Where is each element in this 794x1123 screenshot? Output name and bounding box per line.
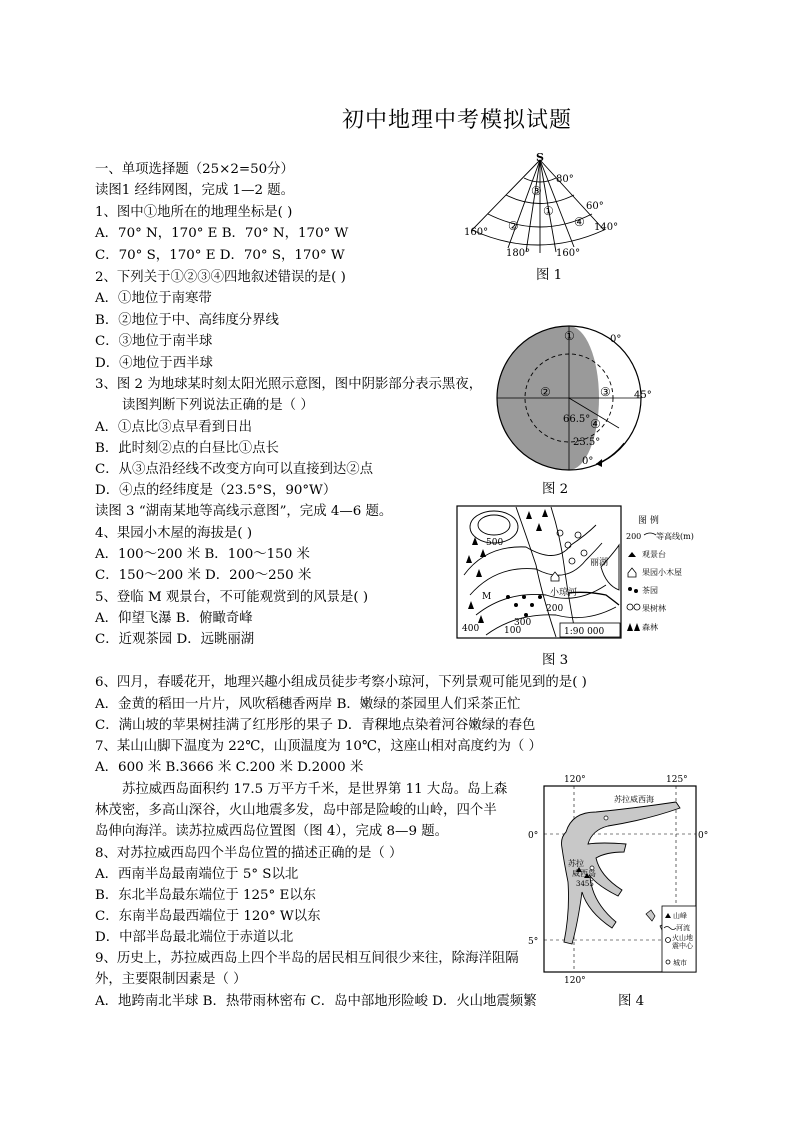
fig1-label: 160° (464, 227, 489, 238)
q8-option-d: D．中部半岛最北端位于赤道以北 (95, 930, 294, 945)
reading-passage: 苏拉威西岛面积约 17.5 万平方千米，是世界第 11 大岛。岛上森 (122, 782, 508, 797)
fig2-label: 0° (582, 456, 594, 467)
fig3-lake-label: 丽湖 (590, 558, 609, 568)
fig2-label: 0° (610, 334, 622, 345)
fig3-legend-item: 森林 (642, 623, 658, 632)
q5-options-cd: C．近观茶园 D．远眺丽湖 (95, 632, 255, 647)
fig3-legend-item: 果树林 (642, 604, 666, 613)
instruction: 读图 3 “湖南某地等高线示意图”，完成 4—6 题。 (95, 504, 393, 519)
q3-option-c: C．从③点沿经线不改变方向可以直接到达②点 (95, 462, 374, 477)
q7-options: A．600 米 B.3666 米 C.200 米 D.2000 米 (95, 760, 364, 775)
q6-options-ab: A．金黄的稻田一片片，风吹稻穗香两岸 B．嫩绿的茶园里人们采茶正忙 (95, 697, 521, 712)
question-9: 9、历史上，苏拉威西岛上四个半岛的居民相互间很少来往，除海洋阻隔 (95, 951, 519, 966)
fig1-point-3: ③ (531, 184, 542, 198)
q4-options-cd: C．150～200 米 D．200～250 米 (95, 568, 312, 583)
fig4-legend (662, 906, 696, 972)
fig2-label: 45° (634, 390, 652, 401)
fig3-legend-contour-value: 200 (626, 532, 642, 541)
fig1-label: 140° (594, 222, 619, 233)
question-8: 8、对苏拉威西岛四个半岛位置的描述正确的是（ ） (95, 846, 403, 861)
fig3-scale: 1:90 000 (564, 627, 605, 637)
question-6: 6、四月，春暖花开，地理兴趣小组成员徒步考察小琼河，下列景观可能见到的是( ) (95, 675, 587, 690)
fig3-lookout-label: M (482, 592, 492, 602)
question-9-cont: 外，主要限制因素是（ ） (95, 972, 247, 987)
fig1-label: 180° (506, 248, 531, 259)
fig3-label: 400 (462, 624, 480, 634)
question-1: 1、图中①地所在的地理坐标是( ) (95, 205, 293, 220)
fig2-label: 66.5° (563, 414, 591, 425)
fig4-island-label: 苏拉 (568, 859, 584, 868)
fig4-tick: 120° (564, 775, 586, 785)
fig2-point-3: ③ (600, 385, 611, 399)
figure-4-caption: 图 4 (618, 994, 645, 1009)
q4-options-ab: A．100～200 米 B．100～150 米 (95, 547, 310, 562)
figure-3-contour-map (456, 505, 694, 651)
q2-option-c: C．③地位于南半球 (95, 334, 213, 349)
fig1-label: S (536, 151, 544, 164)
fig1-label: 160° (556, 248, 581, 259)
fig1-point-2: ② (508, 219, 519, 233)
q3-option-a: A．①点比③点早看到日出 (95, 420, 252, 435)
fig3-legend-item: 等高线(m) (656, 532, 694, 541)
q8-option-b: B．东北半岛最东端位于 125° E以东 (95, 888, 317, 903)
fig4-legend-item: 山峰 (673, 912, 687, 920)
page-title: 初中地理中考模拟试题 (342, 108, 573, 133)
fig2-point-1: ① (564, 329, 575, 343)
fig4-island-label: 威西岛 (572, 869, 596, 878)
fig3-label: 200 (546, 604, 564, 614)
fig4-legend-item: 河流 (676, 924, 690, 932)
fig3-legend-item: 果园小木屋 (642, 568, 682, 577)
fig3-label: 100 (504, 626, 522, 636)
question-4: 4、果园小木屋的海拔是( ) (95, 526, 253, 541)
question-7: 7、某山山脚下温度为 22℃，山顶温度为 10℃，这座山相对高度约为（ ） (95, 739, 542, 754)
fig4-tick: 0° (698, 831, 709, 841)
q3-option-b: B．此时刻②点的白昼比①点长 (95, 441, 279, 456)
fig3-label: 500 (486, 538, 504, 548)
fig1-label: 60° (586, 201, 604, 212)
fig4-peak-height: 3455 (576, 880, 594, 888)
section-heading: 一、单项选择题（25×2=50分） (95, 162, 294, 177)
fig4-legend-item: 火山地震中心 (672, 934, 693, 950)
fig3-legend-item: 茶园 (642, 586, 658, 595)
instruction: 读图1 经纬网图，完成 1—2 题。 (95, 183, 295, 198)
question-3-cont: 读图判断下列说法正确的是（ ） (122, 398, 314, 413)
q1-options-ab: A．70° N，170° E B．70° N，170° W (95, 226, 349, 241)
fig2-point-2: ② (540, 385, 551, 399)
fig4-legend-item: 城市 (673, 959, 687, 967)
q2-option-b: B．②地位于中、高纬度分界线 (95, 313, 279, 328)
question-2: 2、下列关于①②③④四地叙述错误的是( ) (95, 270, 346, 285)
fig1-label: 80° (556, 174, 574, 185)
q3-option-d: D．④点的经纬度是（23.5°S，90°W） (95, 483, 337, 498)
question-3: 3、图 2 为地球某时刻太阳光照示意图，图中阴影部分表示黑夜， (95, 377, 483, 392)
fig3-legend-title: 图 例 (638, 516, 659, 526)
fig3-legend-item: 观景台 (642, 550, 666, 559)
fig1-point-4: ④ (574, 215, 585, 229)
q9-options: A．地跨南北半球 B．热带雨林密布 C．岛中部地形险峻 D．火山地震频繁 (95, 994, 537, 1009)
q2-option-d: D．④地位于西半球 (95, 356, 213, 371)
fig3-label: 300 (514, 618, 532, 628)
figure-2-caption: 图 2 (542, 482, 569, 497)
figure-1-caption: 图 1 (536, 268, 563, 283)
fig2-label: 23.5° (573, 437, 601, 448)
fig2-point-4: ④ (590, 417, 601, 431)
fig4-tick: 5° (528, 937, 539, 947)
fig1-point-1: ① (543, 204, 554, 218)
fig3-river-label: 小琼河 (550, 588, 578, 598)
q8-option-c: C．东南半岛最西端位于 120° W以东 (95, 909, 321, 924)
q5-options-ab: A．仰望飞瀑 B．俯瞰奇峰 (95, 611, 253, 626)
figure-1-graticule (458, 152, 618, 262)
reading-passage: 林茂密，多高山深谷，火山地震多发，岛中部是险峻的山岭，四个半 (95, 803, 497, 818)
fig3-legend (626, 514, 694, 632)
figure-4-sulawesi-map (526, 772, 716, 986)
figure-2-globe (484, 318, 664, 476)
q1-options-cd: C．70° S，170° E D．70° S，170° W (95, 248, 345, 263)
reading-passage: 岛伸向海洋。读苏拉威西岛位置图（图 4），完成 8—9 题。 (95, 824, 449, 839)
fig4-tick: 120° (564, 976, 586, 986)
figure-3-caption: 图 3 (542, 653, 569, 668)
fig4-tick: 125° (666, 775, 688, 785)
q6-options-cd: C．满山坡的苹果树挂满了红彤彤的果子 D．青稞地点染着河谷嫩绿的春色 (95, 718, 536, 733)
question-5: 5、登临 M 观景台，不可能观赏到的风景是( ) (95, 590, 369, 605)
fig4-sea-label: 苏拉威西海 (614, 795, 654, 804)
q8-option-a: A．西南半岛最南端位于 5° S以北 (95, 867, 299, 882)
q2-option-a: A．①地位于南寒带 (95, 291, 212, 306)
fig4-tick: 0° (528, 831, 539, 841)
